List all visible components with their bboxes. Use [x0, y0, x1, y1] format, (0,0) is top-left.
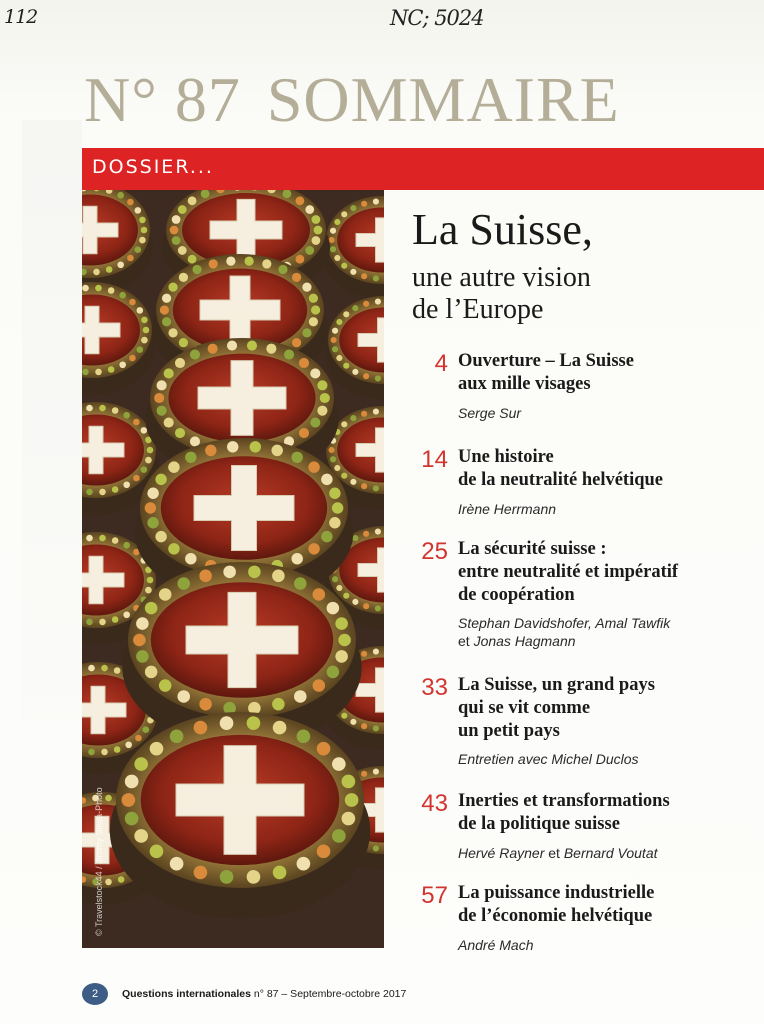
author-name: Jonas Hagmann: [473, 633, 576, 649]
photo-credit: © Travelstock44 / Jimmy Sliwa-Photo: [94, 787, 104, 936]
issue-info: n° 87 – Septembre-octobre 2017: [253, 988, 407, 1000]
toc-author: [458, 500, 758, 518]
dossier-subtitle: [412, 262, 591, 326]
handwritten-note-left: 112: [4, 6, 38, 28]
toc-article-title: La Suisse, un grand pays qui se vit comme un petit pays: [458, 675, 655, 741]
footer-page-badge: 2: [82, 983, 108, 1005]
toc-article-title: La sécurité suisse : entre neutralité et impératif de coopération: [458, 539, 679, 605]
swiss-cakes-illustration: [82, 190, 384, 948]
author-name: Entretien avec Michel Duclos: [458, 751, 639, 767]
author-name: Serge Sur: [458, 405, 522, 421]
header-title: SOMMAIRE: [266, 64, 620, 135]
issue-number: N° 87: [84, 64, 241, 135]
tartlet: [110, 712, 370, 919]
print-through: [22, 120, 82, 720]
toc-author: [458, 750, 758, 768]
dossier-title: La Suisse,: [412, 205, 593, 254]
toc-article-title: Une histoire de la neutralité helvétique: [458, 447, 664, 490]
handwritten-note-center: NC; 5024: [390, 6, 484, 30]
toc-article-title: Ouverture – La Suisse aux mille visages: [458, 351, 634, 394]
subtitle-line: de l’Europe: [412, 294, 544, 325]
author-name: et: [544, 845, 564, 861]
toc-article-title: La puissance industrielle de l’économie helvétique: [458, 883, 655, 926]
toc-article-title: Inerties et transformations de la politique suisse: [458, 791, 670, 834]
toc-author: [458, 404, 758, 422]
toc-author: [458, 844, 758, 862]
author-name: Stephan Davidshofer, Amal Tawfik: [458, 615, 671, 631]
publication-name: Questions internationales: [122, 988, 251, 1000]
author-name: André Mach: [458, 937, 534, 953]
toc-page-number: 43: [421, 790, 448, 817]
author-name: Hervé Rayner: [458, 845, 545, 861]
subtitle-line: une autre vision: [412, 262, 591, 293]
toc-page-number: 25: [421, 538, 448, 565]
toc-page-number: 33: [421, 674, 448, 701]
author-name: Irène Herrmann: [458, 501, 557, 517]
toc-page-number: 57: [421, 882, 448, 909]
author-name: et: [458, 633, 474, 649]
page-header: [84, 64, 620, 135]
author-name: Bernard Voutat: [563, 845, 658, 861]
toc-page-number: 4: [434, 350, 448, 377]
toc-author: [458, 614, 758, 650]
toc-author: [458, 936, 758, 954]
footer-text: [122, 988, 406, 1000]
cover-photo: [82, 190, 384, 948]
toc-page-number: 14: [421, 446, 448, 473]
dossier-label: DOSSIER...: [92, 156, 214, 178]
